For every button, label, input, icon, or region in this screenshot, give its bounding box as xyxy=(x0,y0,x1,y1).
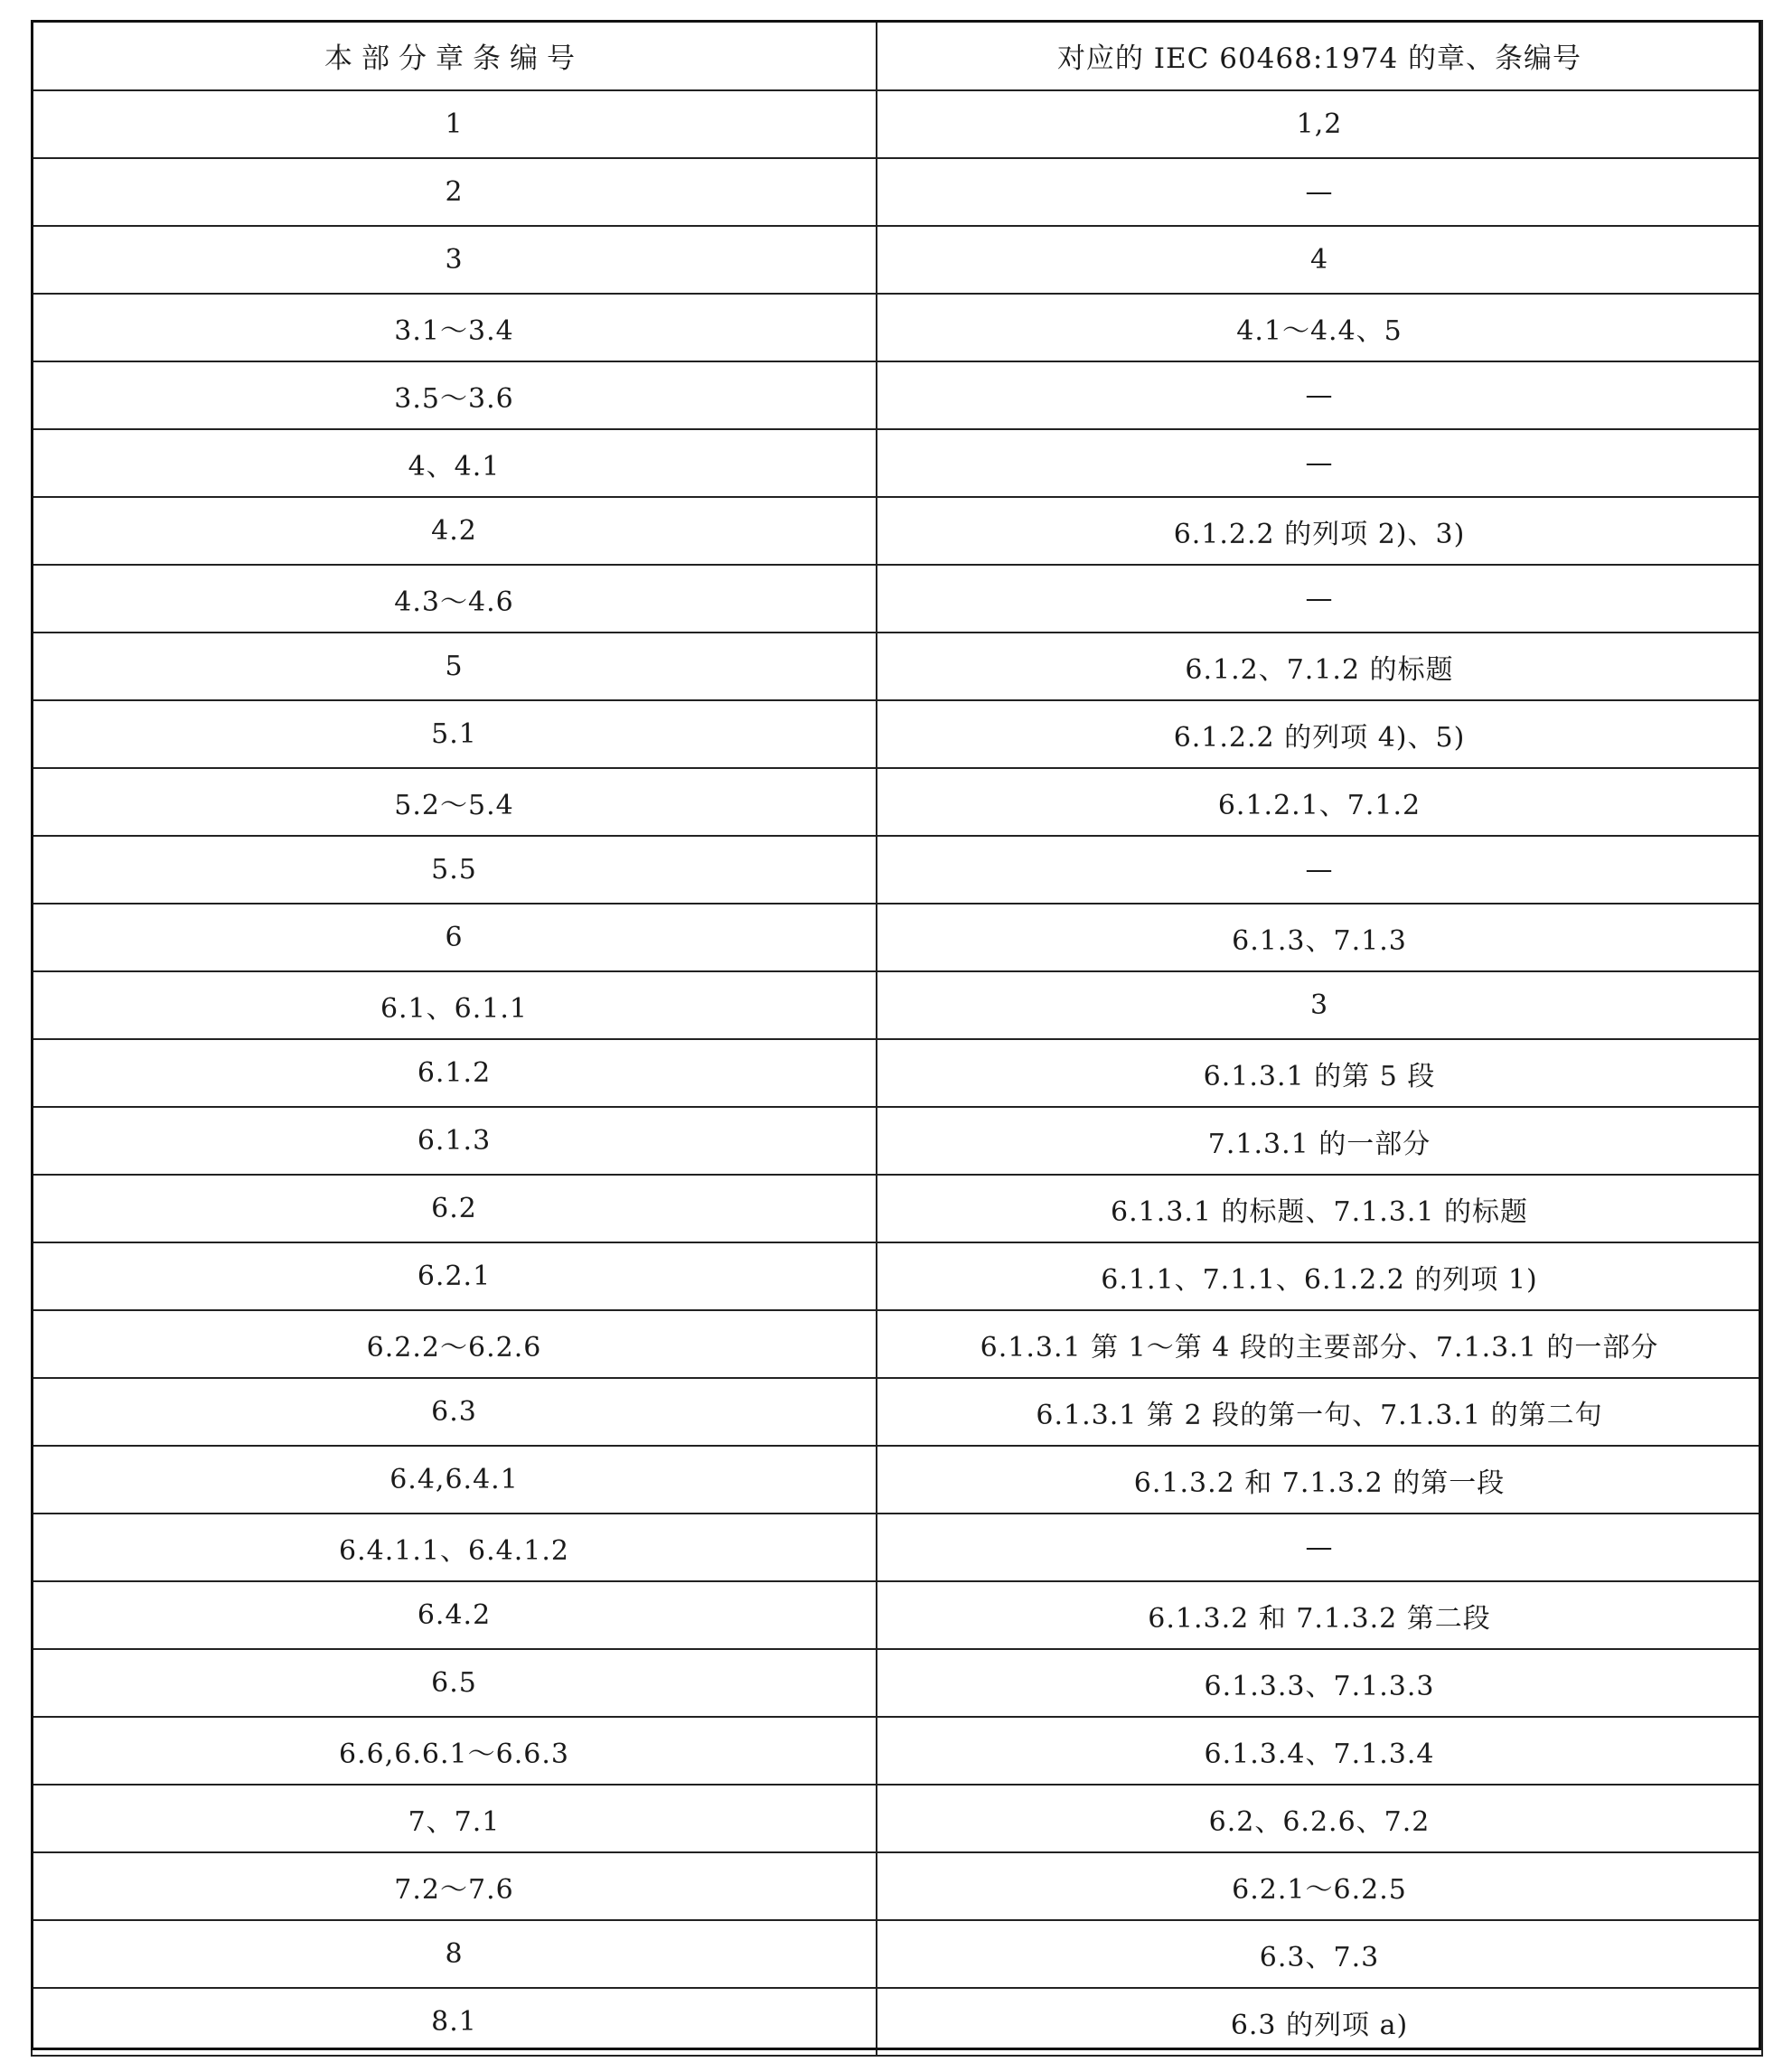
this-part-clause-cell: 6.2.2～6.2.6 xyxy=(32,1310,877,1378)
table-row xyxy=(32,1446,1762,1514)
this-part-clause-cell: 3 xyxy=(32,226,877,294)
iec-clause-cell: — xyxy=(877,158,1762,226)
table-row xyxy=(32,633,1762,700)
clause-correspondence-table xyxy=(31,20,1763,2057)
table-row xyxy=(32,565,1762,633)
table-row xyxy=(32,1988,1762,2056)
header-this-part-clause: 本部分章条编号 xyxy=(32,21,877,90)
this-part-clause-cell: 6.1.2 xyxy=(32,1039,877,1107)
document-page xyxy=(31,20,1761,2050)
table-header-row xyxy=(32,21,1762,90)
iec-clause-cell: 6.3、7.3 xyxy=(877,1920,1762,1988)
header-iec-clause: 对应的 IEC 60468:1974 的章、条编号 xyxy=(877,21,1762,90)
iec-clause-cell: 6.1.2、7.1.2 的标题 xyxy=(877,633,1762,700)
iec-clause-cell: — xyxy=(877,361,1762,429)
this-part-clause-cell: 4、4.1 xyxy=(32,429,877,497)
iec-clause-cell: 4.1～4.4、5 xyxy=(877,294,1762,361)
iec-clause-cell: 6.1.3.2 和 7.1.3.2 第二段 xyxy=(877,1581,1762,1649)
this-part-clause-cell: 6.4,6.4.1 xyxy=(32,1446,877,1514)
this-part-clause-cell: 6.3 xyxy=(32,1378,877,1446)
iec-clause-cell: 7.1.3.1 的一部分 xyxy=(877,1107,1762,1175)
this-part-clause-cell: 6.6,6.6.1～6.6.3 xyxy=(32,1717,877,1785)
iec-clause-cell: 6.3 的列项 a) xyxy=(877,1988,1762,2056)
iec-clause-cell: 6.1.3.1 的第 5 段 xyxy=(877,1039,1762,1107)
table-row xyxy=(32,361,1762,429)
table-row xyxy=(32,1378,1762,1446)
this-part-clause-cell: 8 xyxy=(32,1920,877,1988)
table-row xyxy=(32,1785,1762,1852)
iec-clause-cell: 6.1.3.4、7.1.3.4 xyxy=(877,1717,1762,1785)
this-part-clause-cell: 6.1.3 xyxy=(32,1107,877,1175)
table-row xyxy=(32,1581,1762,1649)
iec-clause-cell: 6.1.3.1 第 2 段的第一句、7.1.3.1 的第二句 xyxy=(877,1378,1762,1446)
this-part-clause-cell: 5.1 xyxy=(32,700,877,768)
this-part-clause-cell: 3.1～3.4 xyxy=(32,294,877,361)
iec-clause-cell: 6.1.2.2 的列项 2)、3) xyxy=(877,497,1762,565)
iec-clause-cell: 6.1.3.3、7.1.3.3 xyxy=(877,1649,1762,1717)
iec-clause-cell: 6.2、6.2.6、7.2 xyxy=(877,1785,1762,1852)
this-part-clause-cell: 8.1 xyxy=(32,1988,877,2056)
table-row xyxy=(32,904,1762,971)
this-part-clause-cell: 1 xyxy=(32,90,877,158)
table-row xyxy=(32,294,1762,361)
this-part-clause-cell: 4.3～4.6 xyxy=(32,565,877,633)
this-part-clause-cell: 5 xyxy=(32,633,877,700)
iec-clause-cell: 1,2 xyxy=(877,90,1762,158)
iec-clause-cell: 6.2.1～6.2.5 xyxy=(877,1852,1762,1920)
this-part-clause-cell: 3.5～3.6 xyxy=(32,361,877,429)
iec-clause-cell: 4 xyxy=(877,226,1762,294)
table-row xyxy=(32,1649,1762,1717)
table-row xyxy=(32,1310,1762,1378)
table-row xyxy=(32,1920,1762,1988)
this-part-clause-cell: 7、7.1 xyxy=(32,1785,877,1852)
this-part-clause-cell: 2 xyxy=(32,158,877,226)
this-part-clause-cell: 4.2 xyxy=(32,497,877,565)
table-row xyxy=(32,971,1762,1039)
this-part-clause-cell: 6.1、6.1.1 xyxy=(32,971,877,1039)
iec-clause-cell: — xyxy=(877,836,1762,904)
iec-clause-cell: 6.1.3.1 的标题、7.1.3.1 的标题 xyxy=(877,1175,1762,1242)
this-part-clause-cell: 5.2～5.4 xyxy=(32,768,877,836)
this-part-clause-cell: 6.2.1 xyxy=(32,1242,877,1310)
table-row xyxy=(32,1242,1762,1310)
iec-clause-cell: 6.1.1、7.1.1、6.1.2.2 的列项 1) xyxy=(877,1242,1762,1310)
iec-clause-cell: 3 xyxy=(877,971,1762,1039)
iec-clause-cell: 6.1.2.1、7.1.2 xyxy=(877,768,1762,836)
table-row xyxy=(32,497,1762,565)
this-part-clause-cell: 6.2 xyxy=(32,1175,877,1242)
table-row xyxy=(32,1514,1762,1581)
this-part-clause-cell: 5.5 xyxy=(32,836,877,904)
iec-clause-cell: 6.1.2.2 的列项 4)、5) xyxy=(877,700,1762,768)
table-row xyxy=(32,1107,1762,1175)
table-row xyxy=(32,1039,1762,1107)
iec-clause-cell: — xyxy=(877,429,1762,497)
iec-clause-cell: 6.1.3.2 和 7.1.3.2 的第一段 xyxy=(877,1446,1762,1514)
this-part-clause-cell: 6.5 xyxy=(32,1649,877,1717)
table-body xyxy=(32,90,1762,2056)
table-row xyxy=(32,226,1762,294)
this-part-clause-cell: 6.4.1.1、6.4.1.2 xyxy=(32,1514,877,1581)
iec-clause-cell: — xyxy=(877,565,1762,633)
iec-clause-cell: 6.1.3.1 第 1～第 4 段的主要部分、7.1.3.1 的一部分 xyxy=(877,1310,1762,1378)
table-row xyxy=(32,700,1762,768)
table-row xyxy=(32,1852,1762,1920)
table-row xyxy=(32,768,1762,836)
table-row xyxy=(32,1175,1762,1242)
this-part-clause-cell: 6 xyxy=(32,904,877,971)
table-row xyxy=(32,90,1762,158)
table-row xyxy=(32,158,1762,226)
table-row xyxy=(32,836,1762,904)
this-part-clause-cell: 6.4.2 xyxy=(32,1581,877,1649)
iec-clause-cell: — xyxy=(877,1514,1762,1581)
table-row xyxy=(32,429,1762,497)
this-part-clause-cell: 7.2～7.6 xyxy=(32,1852,877,1920)
iec-clause-cell: 6.1.3、7.1.3 xyxy=(877,904,1762,971)
table-row xyxy=(32,1717,1762,1785)
